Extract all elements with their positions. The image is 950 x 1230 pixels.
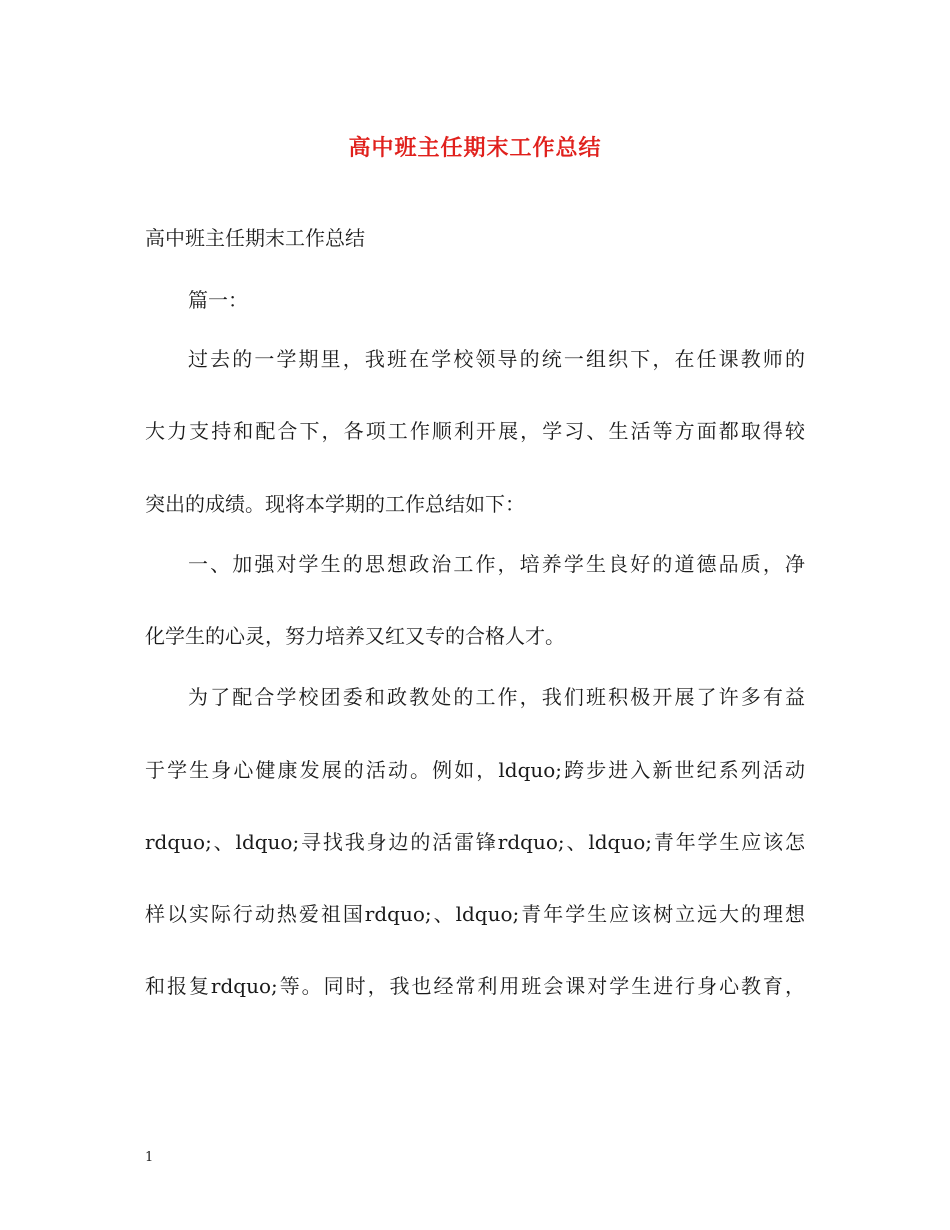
- document-title: 高中班主任期末工作总结: [348, 135, 602, 161]
- section-label: 篇一：: [188, 288, 248, 312]
- body-line-1: 过去的一学期里，我班在学校领导的统一组织下，在任课教师的: [188, 347, 805, 371]
- body-line-5: 化学生的心灵，努力培养又红又专的合格人才。: [145, 624, 565, 648]
- body-line-2: 大力支持和配合下，各项工作顺利开展，学习、生活等方面都取得较: [145, 419, 805, 443]
- body-line-4: 一、加强对学生的思想政治工作，培养学生良好的道德品质，净: [188, 552, 805, 576]
- body-line-10: 和报复rdquo;等。同时，我也经常利用班会课对学生进行身心教育，: [145, 974, 805, 998]
- body-line-8: rdquo;、ldquo;寻找我身边的活雷锋rdquo;、ldquo;青年学生应该怎: [145, 830, 805, 854]
- body-line-7: 于学生身心健康发展的活动。例如，ldquo;跨步进入新世纪系列活动: [145, 758, 805, 782]
- body-line-3: 突出的成绩。现将本学期的工作总结如下：: [145, 492, 525, 516]
- page-number: 1: [145, 1150, 154, 1165]
- body-line-9: 样以实际行动热爱祖国rdquo;、ldquo;青年学生应该树立远大的理想: [145, 902, 805, 926]
- document-subtitle: 高中班主任期末工作总结: [145, 226, 365, 250]
- body-line-6: 为了配合学校团委和政教处的工作，我们班积极开展了许多有益: [188, 685, 805, 709]
